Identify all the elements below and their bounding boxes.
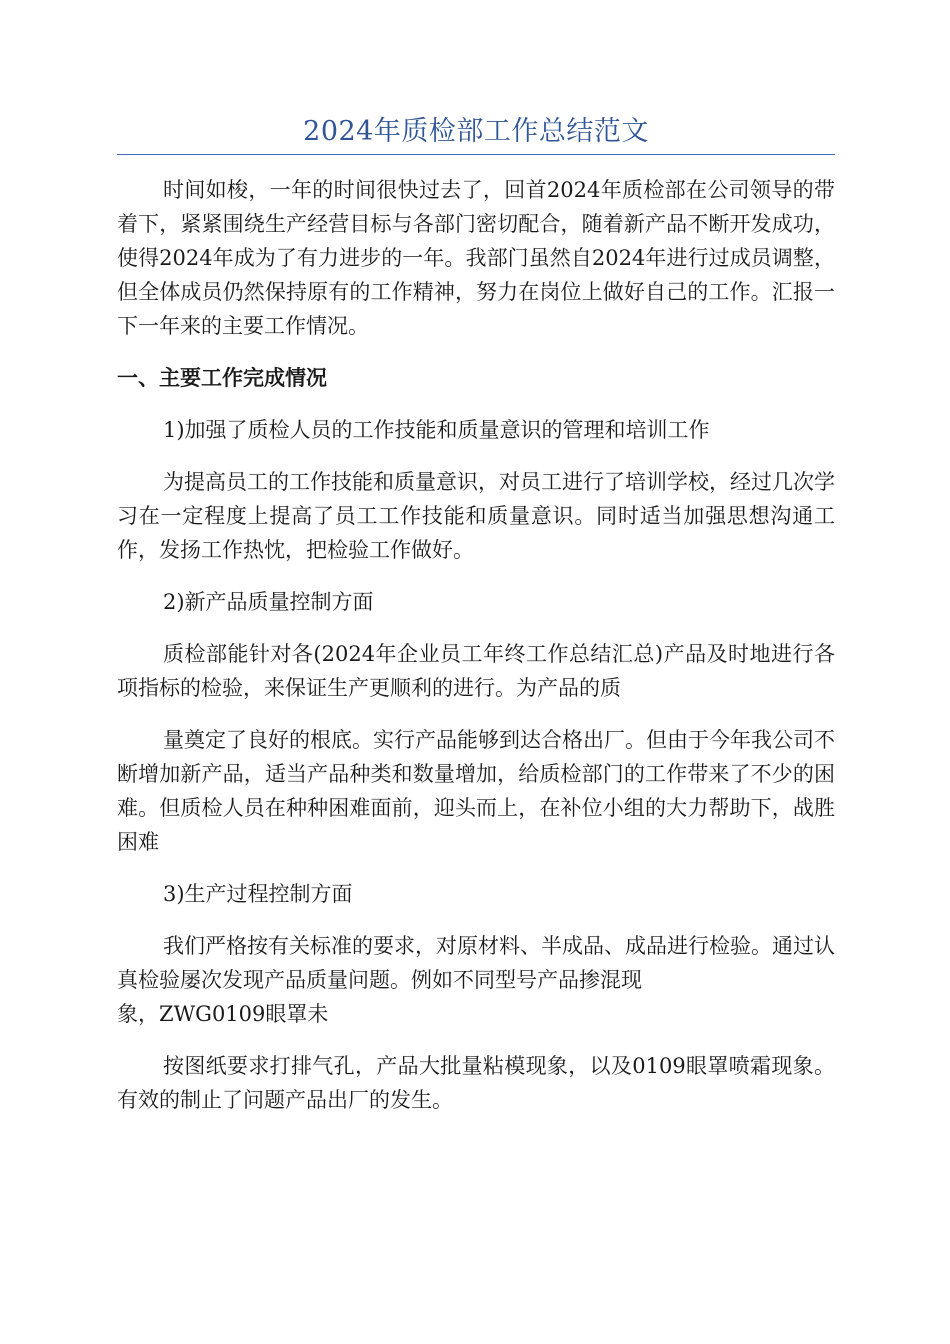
document-title: 2024年质检部工作总结范文 <box>303 116 649 147</box>
item-2-heading: 2)新产品质量控制方面 <box>163 590 374 614</box>
item-2-body-a: 质检部能针对各(2024年企业员工年终工作总结汇总)产品及时地进行各项指标的检验，来保证生产更顺利的进行。为产品的质 <box>117 642 835 700</box>
item-3-body-a: 我们严格按有关标准的要求，对原材料、半成品、成品进行检验。通过认真检验屡次发现产品质量问题。例如不同型号产品掺混现 <box>117 934 835 992</box>
document-page <box>117 112 835 1135</box>
item-3-body-a-continued: 象，ZWG0109眼罩未 <box>117 1002 329 1026</box>
item-1-heading: 1)加强了质检人员的工作技能和质量意识的管理和培训工作 <box>163 418 710 442</box>
section-heading-1: 一、主要工作完成情况 <box>117 366 327 390</box>
item-3-heading: 3)生产过程控制方面 <box>163 882 353 906</box>
item-3-body-b: 按图纸要求打排气孔，产品大批量粘模现象，以及0109眼罩喷霜现象。有效的制止了问题产品出厂的发生。 <box>117 1054 835 1112</box>
item-1-body: 为提高员工的工作技能和质量意识，对员工进行了培训学校，经过几次学习在一定程度上提高了员工工作技能和质量意识。同时适当加强思想沟通工作，发扬工作热忱，把检验工作做好。 <box>117 470 835 562</box>
title-underline <box>117 154 835 155</box>
intro-paragraph: 时间如梭，一年的时间很快过去了，回首2024年质检部在公司领导的带着下，紧紧围绕生产经营目标与各部门密切配合，随着新产品不断开发成功，使得2024年成为了有力进步的一年。我部门虽然自2024年进行过成员调整，但全体成员仍然保持原有的工作精神，努力在岗位上做好自己的工作。汇报一下一年来的主要工作情况。 <box>117 178 835 338</box>
item-2-body-b: 量奠定了良好的根底。实行产品能够到达合格出厂。但由于今年我公司不断增加新产品，适当产品种类和数量增加，给质检部门的工作带来了不少的困难。但质检人员在种种困难面前，迎头而上，在补位小组的大力帮助下，战胜困难 <box>117 728 835 854</box>
